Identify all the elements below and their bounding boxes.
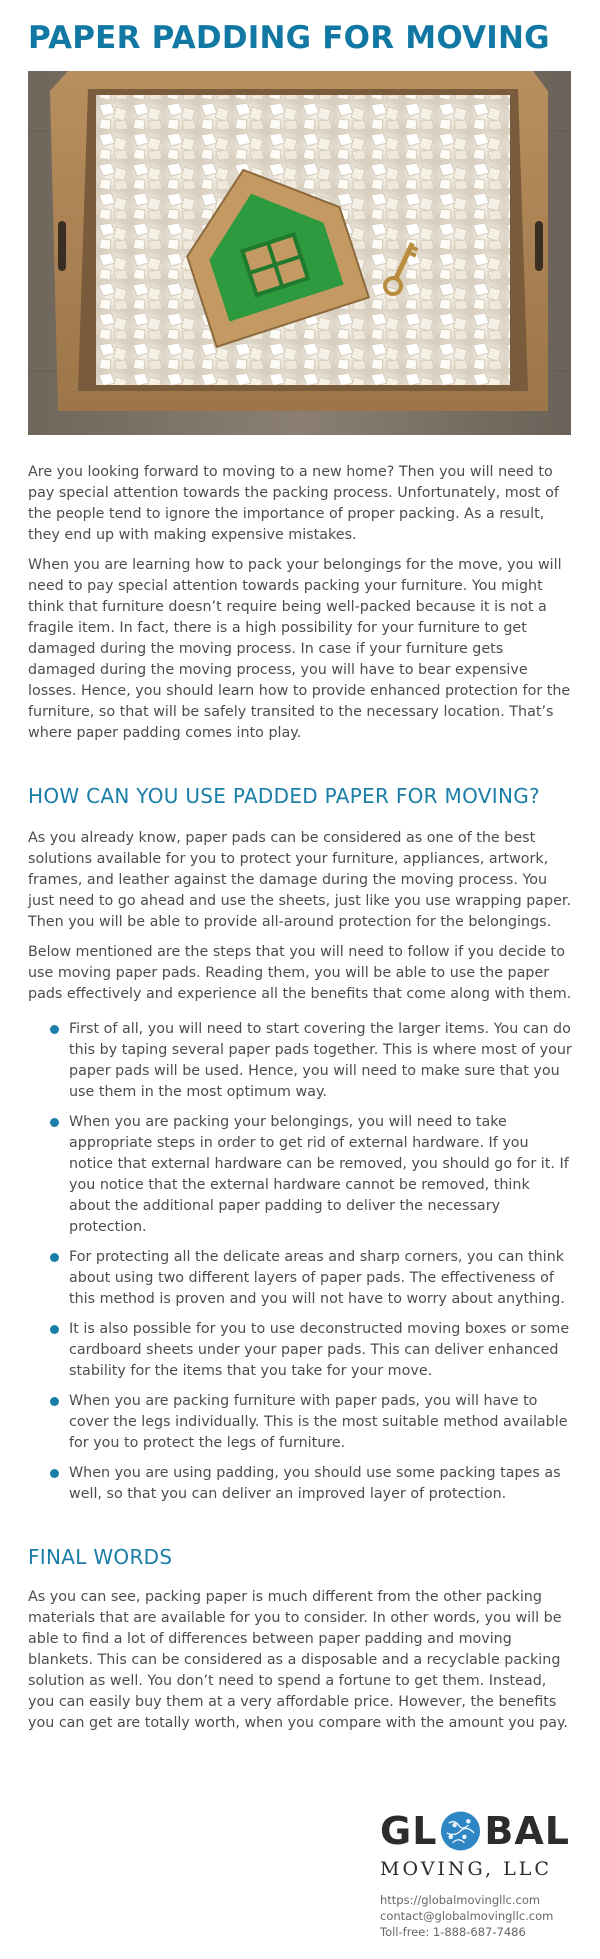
bullet-dot-icon xyxy=(50,1118,59,1127)
company-footer xyxy=(380,1808,570,1940)
hero-image xyxy=(28,71,571,435)
logo-subtitle: MOVING, LLC xyxy=(380,1858,552,1880)
list-item-text: For protecting all the delicate areas and sharp corners, you can think about using two different layers of paper pads. The effectiveness of this method is proven and you will not have to worry about anything. xyxy=(69,1249,565,1307)
globe-icon xyxy=(439,1809,482,1853)
section1-paragraph-2: Below mentioned are the steps that you will need to follow if you decide to use moving paper pads. Reading them, you will be able to use the paper pads effectively and experience all the benefits that come along with them. xyxy=(28,944,572,1002)
list-item xyxy=(50,1463,572,1505)
intro-paragraph-2: When you are learning how to pack your belongings for the move, you will need to pay special attention towards packing your furniture. You might think that furniture doesn’t require being well-packed because it is not a fragile item. In fact, there is a high possibility for your furniture to get damaged during the moving process. In case if your furniture gets damaged during the moving process, you will have to bear expensive losses. Hence, you should learn how to provide enhanced protection for the furniture, so that will be safely transited to the necessary location. That’s where paper padding comes into play. xyxy=(28,557,571,741)
list-item-text: When you are packing your belongings, you will need to take appropriate steps in order to get rid of external hardware. If you notice that external hardware can be removed, you should go for it. If you notice that the external hardware cannot be removed, think about the additional paper padding to deliver the necessary protection. xyxy=(69,1114,569,1235)
logo-text-right: BAL xyxy=(484,1809,570,1853)
company-logo xyxy=(380,1808,570,1854)
list-item xyxy=(50,1112,572,1238)
bullet-dot-icon xyxy=(50,1397,59,1406)
list-item-text: It is also possible for you to use deconstructed moving boxes or some cardboard sheets under your paper pads. This can deliver enhanced stability for the items that you take for your move. xyxy=(69,1321,570,1379)
bullet-dot-icon xyxy=(50,1469,59,1478)
list-item xyxy=(50,1019,572,1103)
list-item-text: When you are using padding, you should use some packing tapes as well, so that you can deliver an improved layer of protection. xyxy=(69,1465,561,1502)
website-link[interactable]: https://globalmovingllc.com xyxy=(380,1893,541,1907)
contact-info xyxy=(380,1892,570,1940)
page-title: PAPER PADDING FOR MOVING xyxy=(28,20,550,56)
section1-paragraph-1: As you already know, paper pads can be considered as one of the best solutions available for you to protect your furniture, appliances, artwork, frames, and leather against the damage during the moving process. You just need to go ahead and use the sheets, just like you use wrapping paper. Then you will be able to provide all-around protection for the belongings. xyxy=(28,830,572,930)
bullet-dot-icon xyxy=(50,1325,59,1334)
list-item xyxy=(50,1247,572,1310)
list-item-text: When you are packing furniture with paper pads, you will have to cover the legs individually. This is the most suitable method available for you to protect the legs of furniture. xyxy=(69,1393,568,1451)
phone-number: Toll-free: 1-888-687-7486 xyxy=(380,1925,526,1939)
email-link[interactable]: contact@globalmovingllc.com xyxy=(380,1909,554,1923)
intro-paragraph-1: Are you looking forward to moving to a new home? Then you will need to pay special attention towards the packing process. Unfortunately, most of the people tend to ignore the importance of proper packing. As a result, they end up with making expensive mistakes. xyxy=(28,464,559,543)
section-heading-final-words: FINAL WORDS xyxy=(28,1545,173,1569)
final-words-paragraph: As you can see, packing paper is much different from the other packing materials that are available for you to consider. In other words, you will be able to find a lot of differences between paper padding and moving blankets. This can be considered as a disposable and a recyclable packing solution as well. You don’t need to spend a fortune to get them. Instead, you can easily buy them at a very affordable price. However, the benefits you can get are totally worth, when you compare with the amount you pay. xyxy=(28,1589,568,1731)
list-item xyxy=(50,1391,572,1454)
list-item xyxy=(50,1319,572,1382)
list-item-text: First of all, you will need to start covering the larger items. You can do this by taping several paper pads together. This is where most of your paper pads will be used. Hence, you will need to make sure that you use them in the most optimum way. xyxy=(69,1021,572,1100)
logo-text-left: GL xyxy=(380,1809,438,1853)
bullet-dot-icon xyxy=(50,1253,59,1262)
bullet-dot-icon xyxy=(50,1025,59,1034)
steps-list xyxy=(28,1019,572,1505)
section-heading-padded-paper: HOW CAN YOU USE PADDED PAPER FOR MOVING? xyxy=(28,784,540,808)
